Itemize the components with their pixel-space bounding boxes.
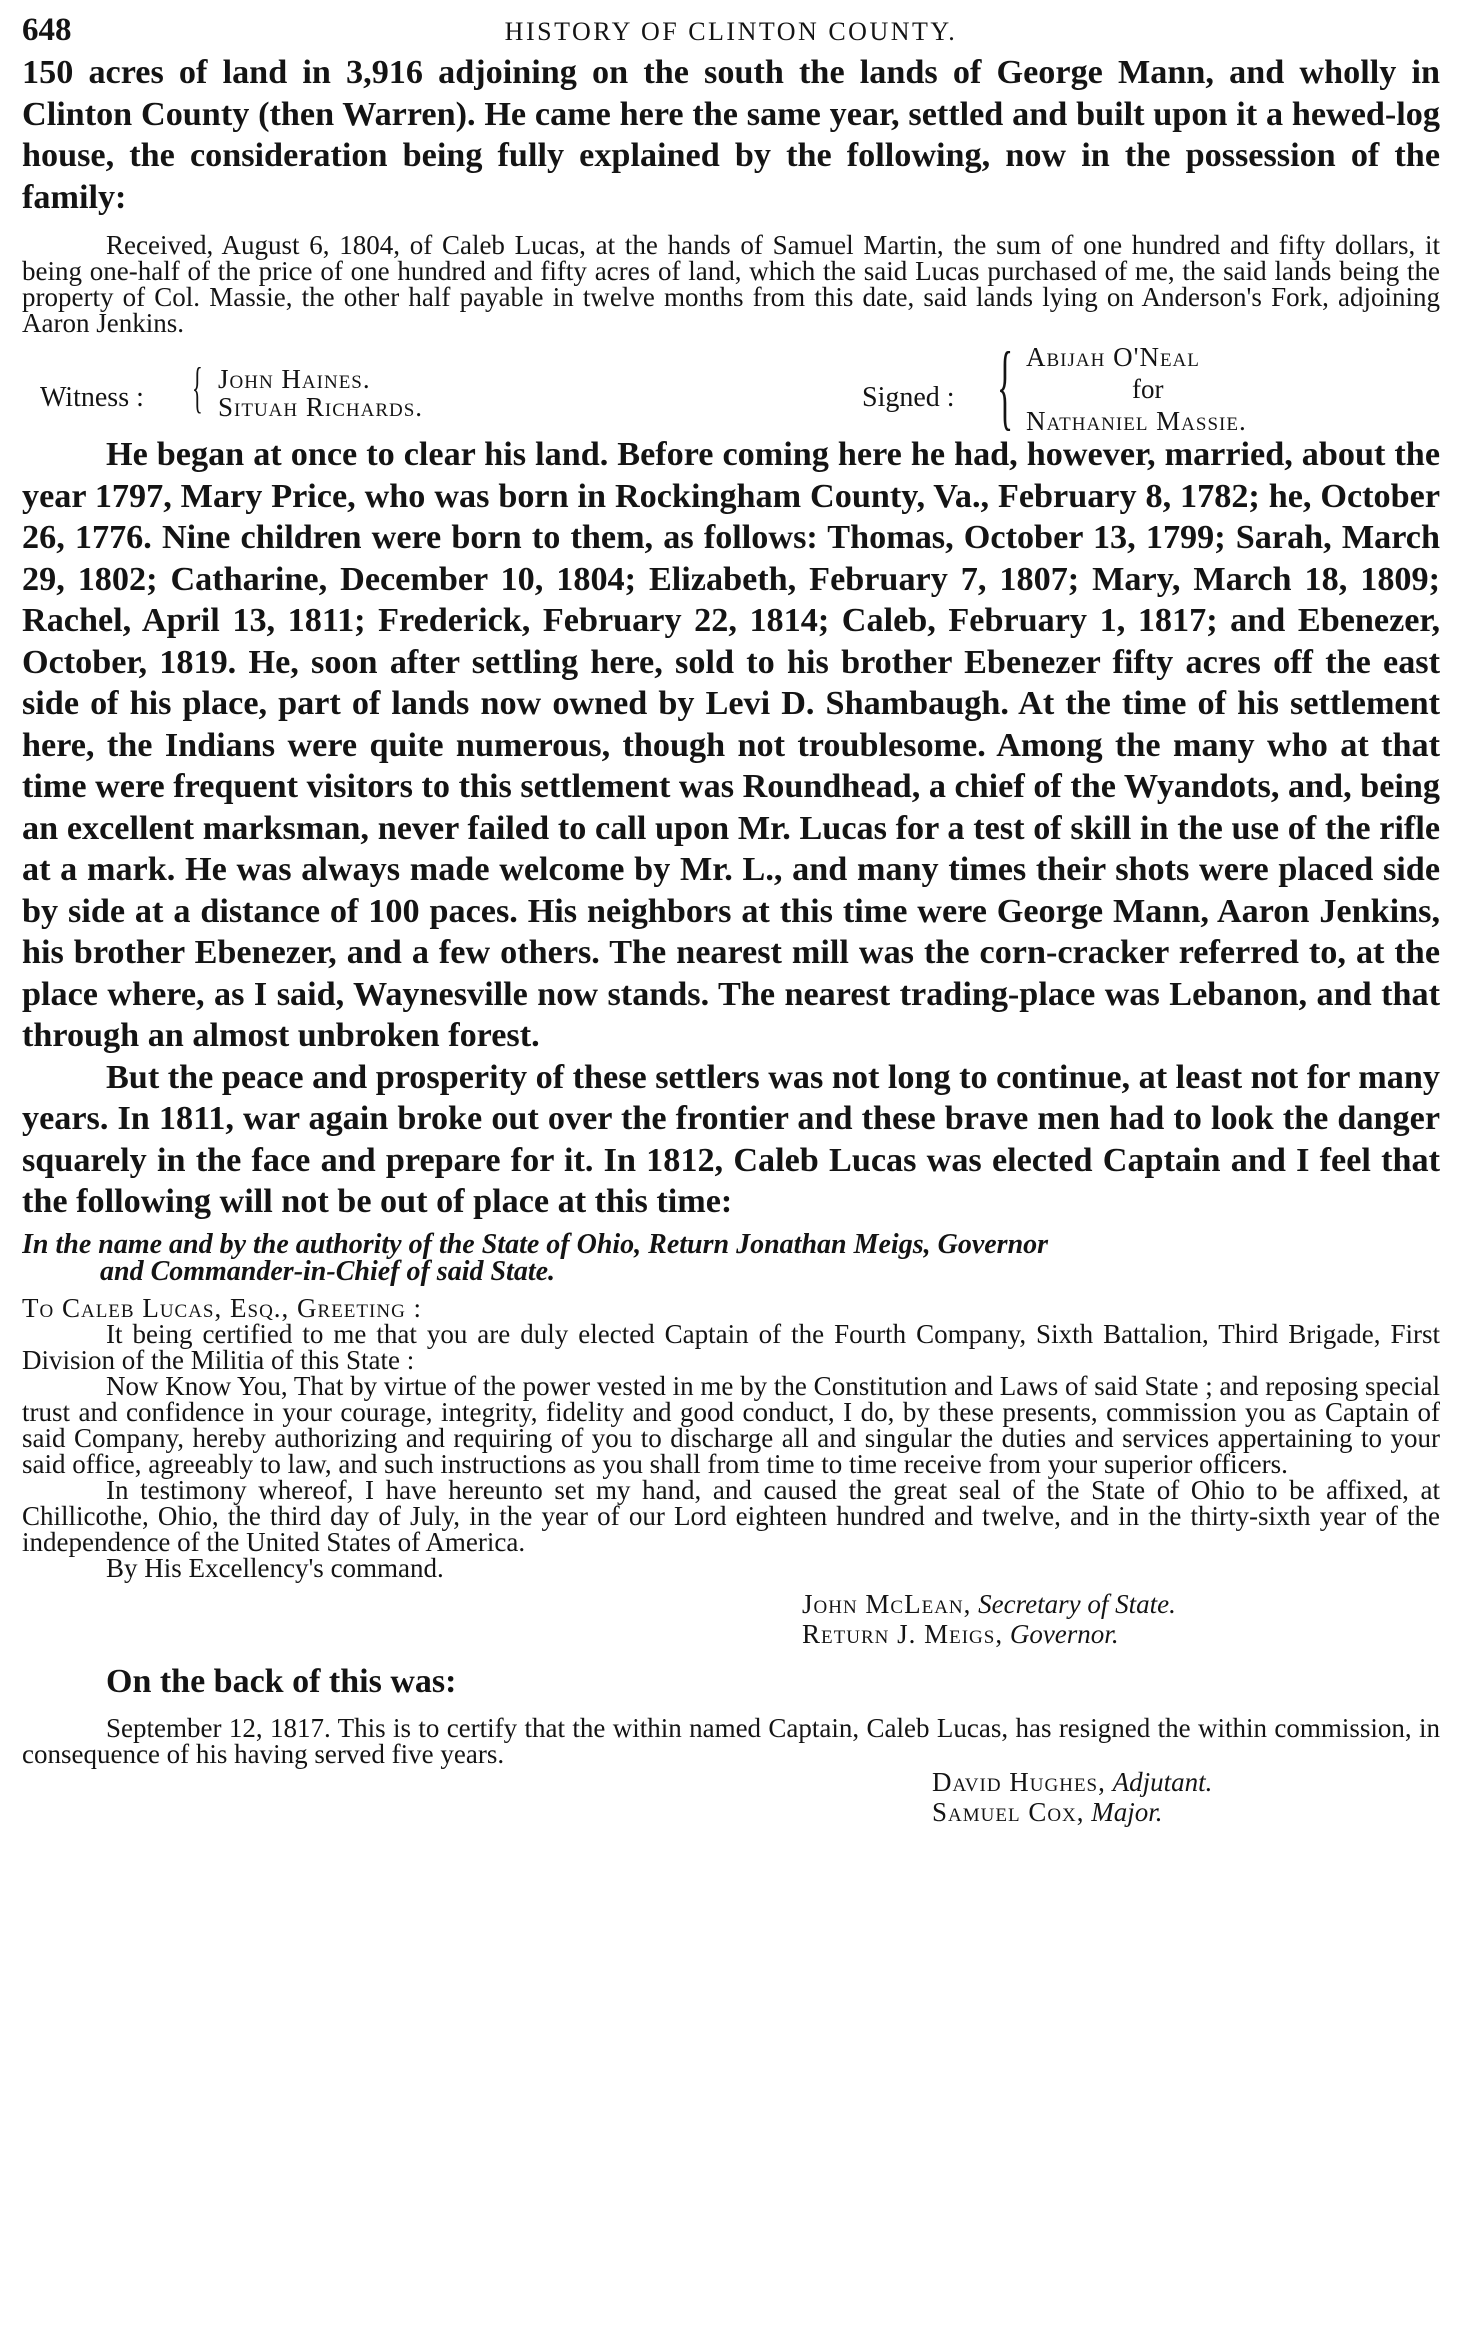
receipt-signatures: [22, 332, 1440, 439]
witness-label: Witness :: [40, 382, 144, 413]
commission-heading-line: In the name and by the authority of the State of Ohio, Return Jonathan Meigs, Governor: [22, 1228, 1049, 1260]
commission-salutation: To Caleb Lucas, Esq., Greeting :: [22, 1292, 423, 1323]
commission-heading: [22, 1228, 1440, 1287]
signatory-name: Abijah O'Neal: [1026, 342, 1200, 372]
commission-paragraph: Now Know You, That by virtue of the power vested in me by the Constitution and Laws of said State ; and reposing special trust and confidence in your courage, integrity, fidelity and good conduct, I do, by these presents, commission you as Captain of said Company, hereby authorizing and requiring of you to discharge all and singular the duties and services appertaining to your said office, agreeably to law, and such instructions as you shall from time to time receive from your superior officers.: [22, 1370, 1440, 1479]
receipt-text: Received, August 6, 1804, of Caleb Lucas, at the hands of Samuel Martin, the sum of one hundred and fifty dollars, it being one-half of the price of one hundred and fifty acres of land, which the said Lucas purchased of me, the said lands being the property of Col. Massie, the other half payable in twelve months from this date, said lands lying on Anderson's Fork, adjoining Aaron Jenkins.: [22, 230, 1440, 338]
signatory-title: Secretary of State.: [978, 1588, 1176, 1619]
signatory-title: Adjutant.: [1112, 1766, 1213, 1797]
signatory-title: Governor.: [1009, 1618, 1119, 1649]
book-page: [22, 8, 1440, 2343]
commission-paragraph: By His Excellency's command.: [106, 1552, 444, 1583]
signatory-name: Samuel Cox,: [932, 1796, 1085, 1827]
paragraph-war: But the peace and prosperity of these settlers was not long to continue, at least not for many years. In 1811, war again broke out over the frontier and these brave men had to look the danger squarely in the face and prepare for it. In 1812, Caleb Lucas was elected Captain and I feel that the following will not be out of place at this time:: [22, 1058, 1440, 1220]
page-number: 648: [22, 12, 72, 48]
signatory-title: Major.: [1091, 1796, 1163, 1827]
witness-name: John Haines.: [218, 364, 371, 394]
paragraph-settlement: He began at once to clear his land. Before coming here he had, however, married, about the year 1797, Mary Price, who was born in Rockingham County, Va., February 8, 1782; he, October 26, 1776. Nine children were born to them, as follows: Thomas, October 13, 1799; Sarah, March 29, 1802; Catharine, December 10, 1804; Elizabeth, February 7, 1807; Mary, March 18, 1809; Rachel, April 13, 1811; Frederick, February 22, 1814; Caleb, February 1, 1817; and Ebenezer, October, 1819. He, soon after settling here, sold to his brother Ebenezer fifty acres off the east side of his place, part of lands now owned by Levi D. Shambaugh. At the time of his settlement here, the Indians were quite numerous, though not troublesome. Among the many who at that time were frequent visitors to this settlement was Roundhead, a chief of the Wyandots, and, being an excellent marksman, never failed to call upon Mr. Lucas for a test of skill in the use of the rifle at a mark. He was always made welcome by Mr. L., and many times their shots were placed side by side at a distance of 100 paces. His neighbors at this time were George Mann, Aaron Jenkins, his brother Ebenezer, and a few others. The nearest mill was the corn-cracker referred to, at the place where, as I said, Waynesville now stands. The nearest trading-place was Lebanon, and that through an almost unbroken forest.: [22, 436, 1440, 1054]
signatory-name: Nathaniel Massie.: [1026, 406, 1247, 436]
signatory-for: for: [1132, 374, 1164, 404]
running-title: HISTORY OF CLINTON COUNTY.: [504, 17, 958, 46]
signatory-name: Return J. Meigs,: [802, 1618, 1004, 1649]
page-header: [22, 8, 1440, 52]
commission-signatures: [22, 1589, 1440, 1649]
commission-heading-line: and Commander-in-Chief of said State.: [100, 1255, 556, 1287]
witness-name: Situah Richards.: [218, 392, 424, 422]
signatory-name: David Hughes,: [932, 1766, 1106, 1797]
witness-brace: {: [192, 357, 203, 419]
signatory-name: John McLean,: [802, 1588, 972, 1619]
commission-paragraph: In testimony whereof, I have hereunto set my hand, and caused the great seal of the State of Ohio to be affixed, at Chillicothe, Ohio, the third day of July, in the year of our Lord eighteen hundred and twelve, and in the thirty-sixth year of the independence of the United States of America.: [22, 1474, 1440, 1557]
intro-paragraph: 150 acres of land in 3,916 adjoining on the south the lands of George Mann, and wholly in Clinton County (then Warren). He came here the same year, settled and built upon it a hewed-log house, the consideration being fully explained by the following, now in the possession of the family:: [22, 54, 1440, 216]
back-note-text: September 12, 1817. This is to certify that the within named Captain, Caleb Lucas, has resigned the within commission, in consequence of his having served five years.: [22, 1712, 1440, 1769]
back-heading: On the back of this was:: [106, 1662, 457, 1700]
commission-paragraph: It being certified to me that you are duly elected Captain of the Fourth Company, Sixth Battalion, Third Brigade, First Division of the Militia of this State :: [22, 1318, 1440, 1375]
back-note-signatures: [22, 1767, 1440, 1827]
signatory-brace: {: [997, 332, 1014, 439]
signed-label: Signed :: [862, 382, 955, 413]
